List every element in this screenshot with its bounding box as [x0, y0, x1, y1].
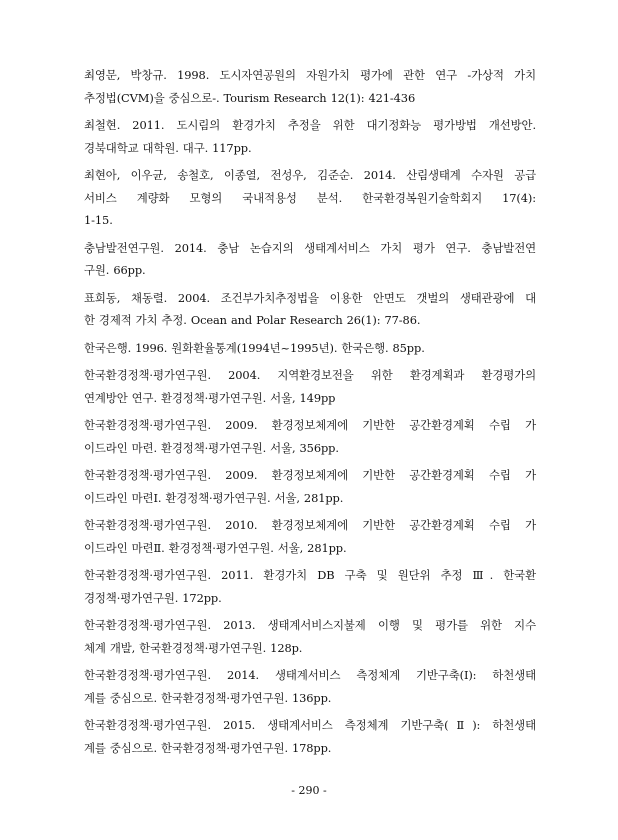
- reference-line: 한국환경정책·평가연구원. 2015. 생태계서비스 측정체계 기반구축(Ⅱ): 하천생태: [84, 718, 536, 732]
- reference-line: 1-15.: [84, 213, 113, 227]
- reference-line: 체계 개발, 한국환경정책·평가연구원. 128p.: [84, 640, 303, 655]
- reference-line: 한국환경정책·평가연구원. 2009. 환경정보체계에 기반한 공간환경계획 수립 가: [84, 418, 536, 432]
- reference-entry: [84, 337, 536, 360]
- reference-line: 한국환경정책·평가연구원. 2013. 생태계서비스지불제 이행 및 평가를 위한 지수: [84, 618, 536, 632]
- reference-entry: [84, 64, 536, 109]
- reference-entry: [84, 164, 536, 232]
- reference-line: 충남발전연구원. 2014. 충남 논습지의 생태계서비스 가치 평가 연구. 충남발전연: [84, 240, 536, 255]
- reference-line: 최철현. 2011. 도시림의 환경가치 추정을 위한 대기정화능 평가방법 개선방안.: [84, 118, 536, 132]
- reference-line: 연계방안 연구. 환경정책·평가연구원. 서울, 149pp: [84, 390, 336, 405]
- reference-entry: [84, 364, 536, 409]
- reference-line: 한국환경정책·평가연구원. 2004. 지역환경보전을 위한 환경계획과 환경평가의: [84, 368, 536, 382]
- reference-line: 경정책·평가연구원. 172pp.: [84, 590, 222, 605]
- reference-entry: [84, 564, 536, 609]
- reference-line: 구원. 66pp.: [84, 263, 146, 277]
- reference-list: [84, 64, 536, 764]
- reference-line: 표희동, 채동렬. 2004. 조건부가치추정법을 이용한 안면도 갯벌의 생태관광에 대: [84, 290, 536, 305]
- reference-line: 추정법(CVM)을 중심으로-. Tourism Research 12(1): 421-436: [84, 90, 416, 105]
- reference-line: 한 경제적 가치 추정. Ocean and Polar Research 26(1): 77-86.: [84, 313, 421, 327]
- reference-entry: [84, 237, 536, 282]
- reference-line: 경북대학교 대학원. 대구. 117pp.: [84, 140, 252, 155]
- reference-line: 한국환경정책·평가연구원. 2009. 환경정보체계에 기반한 공간환경계획 수립 가: [84, 468, 536, 482]
- page-number: - 290 -: [291, 784, 327, 797]
- reference-entry: [84, 464, 536, 509]
- reference-line: 최현아, 이우균, 송철호, 이종열, 전성우, 김준순. 2014. 산림생태계 수자원 공급: [84, 168, 536, 182]
- reference-line: 이드라인 마련Ⅰ. 환경정책·평가연구원. 서울, 281pp.: [84, 490, 344, 505]
- reference-line: 이드라인 마련. 환경정책·평가연구원. 서울, 356pp.: [84, 440, 339, 455]
- reference-entry: [84, 614, 536, 659]
- reference-entry: [84, 414, 536, 459]
- reference-entry: [84, 514, 536, 559]
- reference-line: 계를 중심으로. 한국환경정책·평가연구원. 178pp.: [84, 740, 332, 755]
- reference-line: 서비스 계량화 모형의 국내적용성 분석. 한국환경복원기술학회지 17(4):: [84, 190, 536, 205]
- reference-entry: [84, 287, 536, 332]
- reference-entry: [84, 714, 536, 759]
- reference-line: 한국환경정책·평가연구원. 2014. 생태계서비스 측정체계 기반구축(I): 하천생태: [84, 668, 536, 682]
- reference-line: 한국환경정책·평가연구원. 2010. 환경정보체계에 기반한 공간환경계획 수립 가: [84, 518, 536, 532]
- reference-line: 이드라인 마련Ⅱ. 환경정책·평가연구원. 서울, 281pp.: [84, 540, 347, 555]
- reference-entry: [84, 664, 536, 709]
- reference-line: 계를 중심으로. 한국환경정책·평가연구원. 136pp.: [84, 690, 332, 705]
- reference-line: 한국은행. 1996. 원화환율통계(1994년~1995년). 한국은행. 85pp.: [84, 340, 425, 355]
- reference-entry: [84, 114, 536, 159]
- reference-line: 최영문, 박창규. 1998. 도시자연공원의 자원가치 평가에 관한 연구 -가상적 가치: [84, 68, 536, 82]
- reference-line: 한국환경정책·평가연구원. 2011. 환경가치 DB 구축 및 원단위 추정 Ⅲ. 한국환: [84, 568, 536, 582]
